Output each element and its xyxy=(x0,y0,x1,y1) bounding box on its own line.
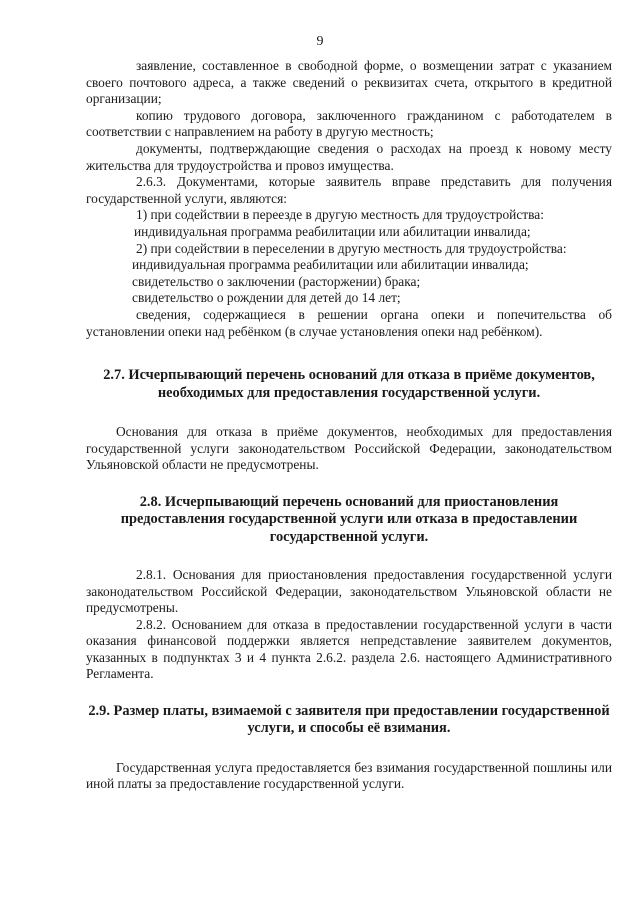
list-2-item: свидетельство о заключении (расторжении) брака; xyxy=(132,273,421,289)
paragraph-2-6-3: 2.6.3. Документами, которые заявитель вправе представить для получения государственной услуги, являются: xyxy=(86,174,612,206)
paragraph-application: заявление, составленное в свободной форме, о возмещении затрат с указанием своего почтового адреса, а также сведений о реквизитах счета, открытого в кредитной организации; xyxy=(86,58,612,107)
paragraph-expense-docs: документы, подтверждающие сведения о расходах на проезд к новому месту жительства для трудоустройства и провоз имущества. xyxy=(86,140,612,173)
paragraph-2-8-2: 2.8.2. Основанием для отказа в предоставлении государственной услуги в части оказания финансовой поддержки является непредставление заявителем документов, указанных в подпунктах 3 и 4 пункта 2.6.2. раздела 2.6. настоящего Административного Регламента. xyxy=(86,616,612,682)
list-2-head: 2) при содействии в переселении в другую местность для трудоустройства: xyxy=(136,240,567,256)
heading-2-9: 2.9. Размер платы, взимаемой с заявителя при предоставлении государственной услуги, и способы её взимания. xyxy=(88,703,610,737)
list-2-item: свидетельство о рождении для детей до 14 лет; xyxy=(132,290,401,306)
list-2-item: сведения, содержащиеся в решении органа опеки и попечительства об установлении опеки над ребёнком (в случае установления опеки над ребёнком). xyxy=(86,306,612,339)
paragraph-2-8-1: 2.8.1. Основания для приостановления предоставления государственной услуги законодательством Российской Федерации, законодательством Ульяновской области не предусмотрены. xyxy=(86,566,612,616)
list-1-item: индивидуальная программа реабилитации или абилитации инвалида; xyxy=(134,223,531,239)
list-2-item: индивидуальная программа реабилитации или абилитации инвалида; xyxy=(132,257,529,273)
paragraph-2-7: Основания для отказа в приёме документов, необходимых для предоставления государственной услуги законодательством Российской Федерации, законодательством Ульяновской области не предусмотрены. xyxy=(86,423,612,473)
page-number: 9 xyxy=(316,34,324,49)
paragraph-contract-copy: копию трудового договора, заключенного гражданином с работодателем в соответствии с направлением на работу в другую местность; xyxy=(86,107,612,140)
paragraph-2-9: Государственная услуга предоставляется без взимания государственной пошлины или иной платы за предоставление государственной услуги. xyxy=(86,759,612,792)
list-1-head: 1) при содействии в переезде в другую местность для трудоустройства: xyxy=(136,207,544,223)
document-body xyxy=(86,58,612,793)
heading-2-8: 2.8. Исчерпывающий перечень оснований для приостановления предоставления государственной услуги или отказа в предоставлении государственной услуги. xyxy=(120,493,578,545)
heading-2-7: 2.7. Исчерпывающий перечень оснований для отказа в приёме документов, необходимых для предоставления государственной услуги. xyxy=(103,367,595,401)
